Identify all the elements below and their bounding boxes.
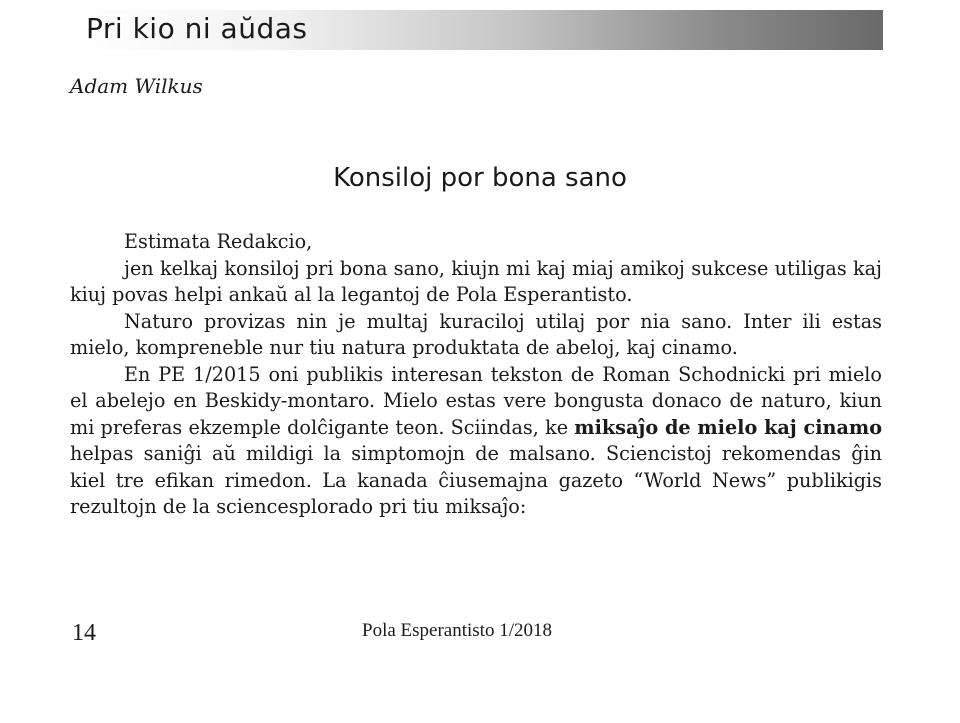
page-number: 14 <box>72 620 96 646</box>
bold-phrase: miksaĵo de mielo kaj cinamo <box>574 415 882 439</box>
paragraph-text: En PE 1/2015 oni publikis interesan tekston de Roman Schodnicki pri mielo el abelejo en Beskidy-montaro. Mielo estas vere bongusta donaco de naturo, kiun mi preferas ekzemple dolĉigante teon. Sciindas, ke <box>70 362 882 439</box>
article-body <box>70 229 882 521</box>
article-title: Konsiloj por bona sano <box>333 163 627 193</box>
paragraph-text: helpas saniĝi aŭ mildigi la simptomojn de malsano. Sciencistoj rekomendas ĝin kiel tre efikan rimedon. La kanada ĉiusemajna gazeto “World News” publikigis rezultojn de la sciencesplorado pri tiu miksaĵo: <box>70 442 882 518</box>
author-name: Adam Wilkus <box>70 74 203 98</box>
publication-footer: Pola Esperantisto 1/2018 <box>362 620 552 641</box>
paragraph <box>70 362 882 521</box>
paragraph: Naturo provizas nin je multaj kuraciloj utilaj por nia sano. Inter ili estas mielo, kompreneble nur tiu natura produktata de abeloj, kaj cinamo. <box>70 309 882 359</box>
paragraph: jen kelkaj konsiloj pri bona sano, kiujn mi kaj miaj amikoj sukcese utiligas kaj kiuj povas helpi ankaŭ al la legantoj de Pola Esperantisto. <box>70 256 882 306</box>
section-title: Pri kio ni aŭdas <box>86 12 308 45</box>
section-header-bar <box>72 10 883 50</box>
salutation: Estimata Redakcio, <box>124 230 313 253</box>
